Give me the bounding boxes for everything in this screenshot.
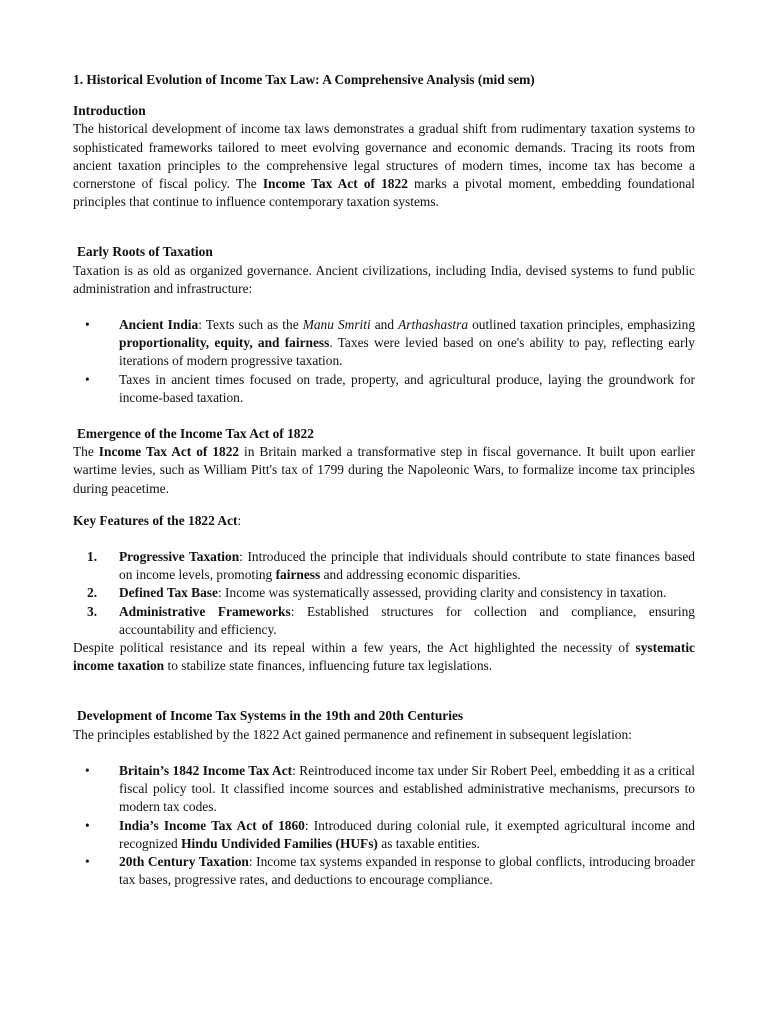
development-list [73, 762, 695, 889]
list-item: • India’s Income Tax Act of 1860: Introduced during colonial rule, it exempted agricultural income and recognized Hindu Undivided Families (HUFs) as taxable entities. [85, 817, 695, 851]
document-body [73, 71, 695, 889]
bullet-marker: • [85, 317, 90, 333]
number-marker: 1. [87, 549, 98, 565]
key-features-list [73, 548, 695, 639]
list-item: 2. Defined Tax Base: Income was systematically assessed, providing clarity and consistency in taxation. [73, 584, 695, 602]
features-conclusion-paragraph: Despite political resistance and its repeal within a few years, the Act highlighted the necessity of systematic income taxation to stabilize state finances, influencing future tax legislations. [73, 640, 695, 674]
intro-paragraph: The historical development of income tax laws demonstrates a gradual shift from rudimentary taxation systems to sophisticated frameworks tailored to meet evolving governance and economic demands. Tracing its roots from ancient taxation principles to the comprehensive legal structures of modern times, income tax has become a cornerstone of fiscal policy. The Income Tax Act of 1822 marks a pivotal moment, embedding foundational principles that continue to influence contemporary taxation systems. [73, 121, 695, 210]
development-paragraph: The principles established by the 1822 Act gained permanence and refinement in subsequent legislation: [73, 726, 632, 742]
list-item: • 20th Century Taxation: Income tax systems expanded in response to global conflicts, introducing broader tax bases, progressive rates, and deductions to encourage compliance. [85, 853, 695, 888]
early-roots-paragraph: Taxation is as old as organized governance. Ancient civilizations, including India, devised systems to fund public administration and infrastructure: [73, 262, 695, 296]
emergence-paragraph: The Income Tax Act of 1822 in Britain marked a transformative step in fiscal governance. It built upon earlier wartime levies, such as William Pitt's tax of 1799 during the Napoleonic Wars, to formalize income tax principles during peacetime. [73, 444, 696, 496]
number-marker: 3. [87, 603, 98, 619]
list-item: • Britain’s 1842 Income Tax Act: Reintroduced income tax under Sir Robert Peel, embedding it as a critical fiscal policy tool. It classified income sources and established administrative mechanisms, precursors to modern tax codes. [85, 762, 695, 815]
bullet-marker: • [85, 371, 90, 387]
section-heading-introduction: Introduction [73, 103, 146, 119]
early-roots-list [73, 316, 695, 407]
list-item: • Ancient India: Texts such as the Manu Smriti and Arthashastra outlined taxation principles, emphasizing proportionality, equity, and fairness. Taxes were levied based on one's ability to pay, reflecting early iterations of modern progressive taxation. [85, 317, 696, 369]
section-heading-emergence: Emergence of the Income Tax Act of 1822 [77, 426, 314, 442]
document-title: 1. Historical Evolution of Income Tax Law: A Comprehensive Analysis (mid sem) [73, 72, 535, 87]
list-item: 1. Progressive Taxation: Introduced the principle that individuals should contribute to state finances based on income levels, promoting fairness and addressing economic disparities. [87, 549, 695, 583]
section-heading-development: Development of Income Tax Systems in the 19th and 20th Centuries [77, 708, 464, 724]
section-heading-key-features: Key Features of the 1822 Act: [73, 512, 242, 528]
list-item: • Taxes in ancient times focused on trade, property, and agricultural produce, laying the groundwork for income-based taxation. [85, 371, 695, 405]
bullet-marker: • [85, 762, 90, 778]
section-heading-early-roots: Early Roots of Taxation [77, 244, 213, 260]
bullet-marker: • [85, 817, 90, 833]
bullet-marker: • [85, 853, 90, 869]
list-item: 3. Administrative Frameworks: Established structures for collection and compliance, ensuring accountability and efficiency. [87, 603, 695, 637]
number-marker: 2. [87, 585, 98, 601]
